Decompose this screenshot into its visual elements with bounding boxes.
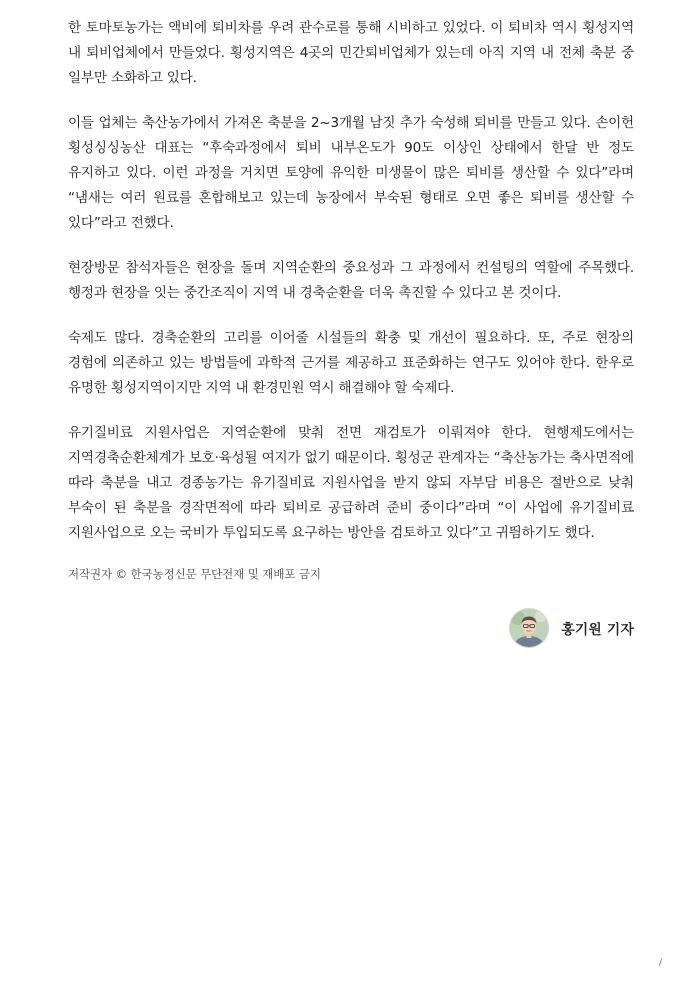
reporter-byline[interactable]: [509, 608, 634, 648]
reporter-photo-icon: [510, 609, 548, 647]
article-body: [68, 16, 634, 582]
article-paragraph: 현장방문 참석자들은 현장을 돌며 지역순환의 중요성과 그 과정에서 컨설팅의 역할에 주목했다. 행정과 현장을 잇는 중간조직이 지역 내 경축순환을 더욱 촉진할 수 있다고 본 것이다.: [68, 260, 634, 301]
article-paragraph: 이들 업체는 축산농가에서 가져온 축분을 2~3개월 남짓 추가 숙성해 퇴비를 만들고 있다. 손이헌 횡성싱싱농산 대표는 “후숙과정에서 퇴비 내부온도가 90도 이상인 상태에서 한달 반 정도 유지하고 있다. 이런 과정을 거치면 토양에 유익한 미생물이 많은 퇴비를 생산할 수 있다”라며 “냄새는 여러 원료를 혼합해보고 있는데 농장에서 부숙된 형태로 오면 좋은 퇴비를 생산할 수 있다”라고 전했다.: [68, 115, 634, 231]
article-paragraph: 숙제도 많다. 경축순환의 고리를 이어줄 시설들의 확충 및 개선이 필요하다. 또, 주로 현장의 경험에 의존하고 있는 방법들에 과학적 근거를 제공하고 표준화하는 연구도 있어야 한다. 한우로 유명한 횡성지역이지만 지역 내 환경민원 역시 해결해야 할 숙제다.: [68, 330, 634, 396]
copyright-notice: 저작권자 © 한국농정신문 무단전재 및 재배포 금지: [68, 567, 321, 581]
page-number: /: [658, 958, 662, 968]
article-paragraph: 유기질비료 지원사업은 지역순환에 맞춰 전면 재검토가 이뤄져야 한다. 현행제도에서는 지역경축순환체계가 보호·육성될 여지가 없기 때문이다. 횡성군 관계자는 “축산농가는 축사면적에 따라 축분을 내고 경종농가는 유기질비료 지원사업을 받지 않되 자부담 비용은 절반으로 낮춰 부숙이 된 축분을 경작면적에 따라 퇴비로 공급하려 준비 중이다”라며 “이 사업에 유기질비료 지원사업으로 오는 국비가 투입되도록 요구하는 방안을 검토하고 있다”고 귀띔하기도 했다.: [68, 425, 634, 541]
article-paragraph: 한 토마토농가는 액비에 퇴비차를 우려 관수로를 통해 시비하고 있었다. 이 퇴비차 역시 횡성지역 내 퇴비업체에서 만들었다. 횡성지역은 4곳의 민간퇴비업체가 있는데 아직 지역 내 전체 축분 중 일부만 소화하고 있다.: [68, 20, 634, 86]
reporter-avatar[interactable]: [509, 608, 549, 648]
reporter-name[interactable]: 홍기원 기자: [561, 622, 634, 638]
